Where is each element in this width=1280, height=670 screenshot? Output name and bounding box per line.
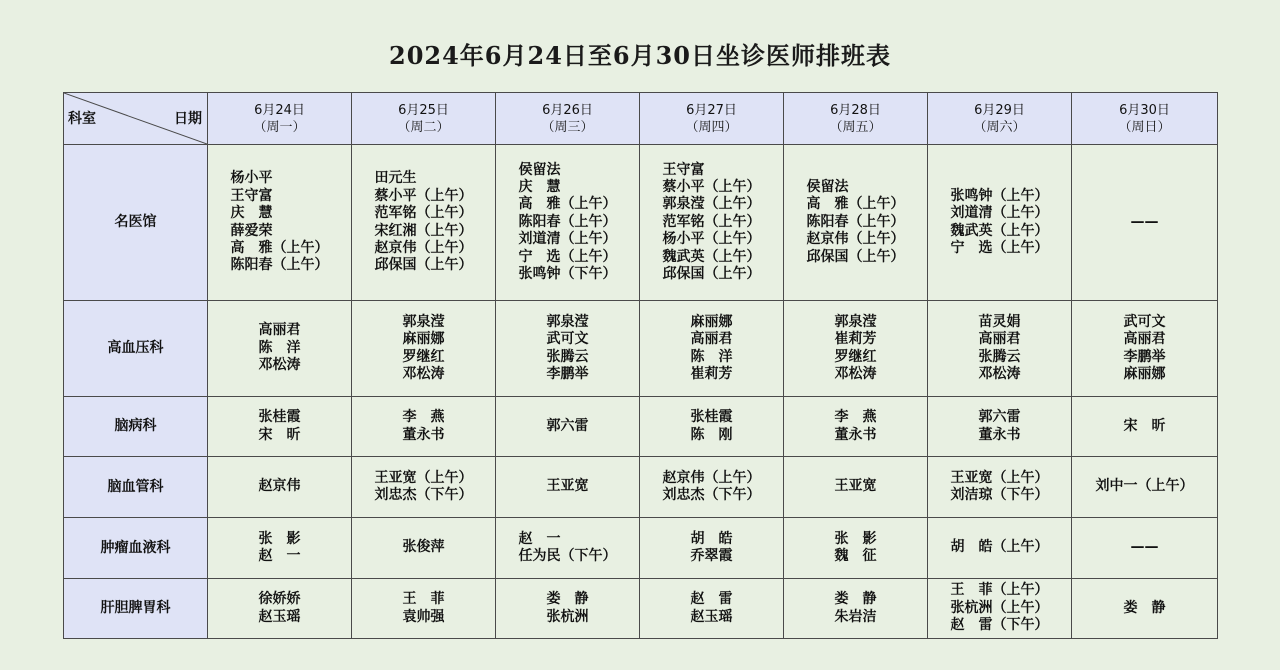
doctor-entry: 侯留法 bbox=[518, 161, 561, 178]
doctor-entry: 张桂霞 bbox=[690, 409, 733, 426]
doctor-entry: 郭泉滢（上午） bbox=[662, 196, 761, 213]
department-name-cell: 脑病科 bbox=[64, 397, 208, 457]
doctor-list bbox=[519, 531, 617, 566]
doctor-entry: 刘洁琼（下午） bbox=[950, 487, 1049, 503]
department-row bbox=[64, 518, 1218, 579]
doctor-entry: 魏武英（上午） bbox=[662, 248, 761, 265]
doctor-list bbox=[951, 539, 1049, 556]
doctor-entry: 张桂霞 bbox=[258, 409, 301, 426]
doctor-entry: 王 菲 bbox=[402, 591, 445, 608]
doctor-entry: 张 影 bbox=[834, 530, 877, 547]
doctor-entry: 乔翠霞 bbox=[690, 548, 733, 564]
doctor-entry: 刘道清（上午） bbox=[950, 205, 1049, 222]
doctor-entry: 陈阳春（上午） bbox=[230, 257, 329, 274]
doctor-entry: 张 影 bbox=[258, 530, 301, 547]
doctor-entry: 陈 洋 bbox=[258, 339, 301, 356]
doctor-entry: 高丽君 bbox=[978, 331, 1021, 348]
day-header-cell bbox=[208, 93, 352, 145]
doctor-entry: 罗继红 bbox=[402, 348, 445, 365]
doctor-entry: 蔡小平（上午） bbox=[374, 187, 473, 204]
schedule-cell bbox=[928, 518, 1072, 579]
doctor-list bbox=[1124, 600, 1166, 617]
schedule-cell bbox=[352, 301, 496, 397]
doctor-list bbox=[951, 582, 1049, 634]
schedule-cell bbox=[1072, 397, 1218, 457]
day-weekday-label: （周三） bbox=[541, 119, 594, 135]
day-date-label: 6月26日 bbox=[542, 102, 593, 118]
doctor-list bbox=[403, 409, 445, 444]
doctor-entry: 陈阳春（上午） bbox=[518, 213, 617, 230]
doctor-entry: 娄 静 bbox=[1123, 599, 1166, 616]
doctor-entry: 王亚宽（上午） bbox=[950, 469, 1049, 486]
day-header-cell bbox=[640, 93, 784, 145]
doctor-list bbox=[403, 314, 445, 384]
schedule-cell bbox=[1072, 579, 1218, 639]
department-row bbox=[64, 145, 1218, 301]
doctor-entry: 娄 静 bbox=[834, 591, 877, 608]
schedule-cell bbox=[352, 397, 496, 457]
schedule-cell bbox=[1072, 301, 1218, 397]
doctor-entry: —— bbox=[1130, 539, 1159, 556]
schedule-cell bbox=[928, 145, 1072, 301]
schedule-cell bbox=[496, 579, 640, 639]
doctor-entry: 庆 慧 bbox=[230, 205, 273, 222]
doctor-list bbox=[663, 162, 761, 284]
schedule-cell bbox=[928, 397, 1072, 457]
doctor-entry: 陈 洋 bbox=[690, 348, 733, 365]
doctor-entry: 赵京伟（上午） bbox=[374, 239, 473, 256]
doctor-entry: 张腾云 bbox=[978, 348, 1021, 365]
doctor-entry: 郭泉滢 bbox=[546, 313, 589, 330]
schedule-cell bbox=[640, 301, 784, 397]
doctor-entry: 宁 选（上午） bbox=[518, 248, 617, 265]
doctor-entry: 王亚宽 bbox=[546, 478, 589, 495]
schedule-cell bbox=[496, 397, 640, 457]
department-name-cell: 脑血管科 bbox=[64, 457, 208, 518]
doctor-entry: 罗继红 bbox=[834, 348, 877, 365]
doctor-entry: 朱岩洁 bbox=[834, 608, 877, 625]
schedule-cell bbox=[784, 457, 928, 518]
doctor-entry: 邱保国（上午） bbox=[662, 266, 761, 283]
doctor-entry: 郭泉滢 bbox=[834, 313, 877, 330]
doctor-entry: 苗灵娟 bbox=[978, 313, 1021, 330]
doctor-list bbox=[1124, 314, 1166, 384]
doctor-entry: 王亚宽（上午） bbox=[374, 469, 473, 486]
doctor-entry: 刘道清（上午） bbox=[518, 231, 617, 248]
department-row bbox=[64, 397, 1218, 457]
doctor-entry: 赵 雷（下午） bbox=[950, 617, 1049, 634]
schedule-cell bbox=[352, 579, 496, 639]
doctor-entry: 蔡小平（上午） bbox=[662, 178, 761, 195]
doctor-list bbox=[979, 409, 1021, 444]
doctor-entry: 刘忠杰（下午） bbox=[662, 487, 761, 503]
doctor-list bbox=[807, 179, 905, 266]
doctor-entry: 高丽君 bbox=[1123, 331, 1166, 348]
doctor-entry: 高 雅（上午） bbox=[518, 196, 617, 213]
doctor-list bbox=[1096, 478, 1194, 495]
doctor-entry: 邓松涛 bbox=[978, 365, 1021, 382]
doctor-entry: 宁 选（上午） bbox=[950, 239, 1049, 256]
doctor-list bbox=[259, 591, 301, 626]
doctor-entry: 赵 一 bbox=[518, 530, 561, 547]
doctor-entry: 袁帅强 bbox=[402, 608, 445, 625]
corner-dept-label: 科室 bbox=[68, 111, 96, 127]
day-header-cell bbox=[928, 93, 1072, 145]
doctor-entry: 郭六雷 bbox=[978, 409, 1021, 426]
doctor-entry: 刘中一（上午） bbox=[1095, 478, 1194, 495]
corner-header-cell bbox=[64, 93, 208, 145]
schedule-cell bbox=[496, 301, 640, 397]
doctor-list bbox=[259, 322, 301, 374]
doctor-entry: 董永书 bbox=[834, 426, 877, 443]
doctor-list bbox=[375, 470, 473, 505]
doctor-entry: 张腾云 bbox=[546, 348, 589, 365]
doctor-list bbox=[519, 162, 617, 284]
schedule-cell bbox=[208, 301, 352, 397]
doctor-entry: 李 燕 bbox=[834, 409, 877, 426]
schedule-cell bbox=[1072, 457, 1218, 518]
doctor-list bbox=[979, 314, 1021, 384]
doctor-entry: 胡 皓 bbox=[690, 530, 733, 547]
doctor-list bbox=[951, 188, 1049, 258]
doctor-entry: 田元生 bbox=[374, 170, 417, 187]
department-row bbox=[64, 457, 1218, 518]
doctor-entry: 王亚宽 bbox=[834, 478, 877, 495]
doctor-entry: 宋红湘（上午） bbox=[374, 222, 473, 239]
day-date-label: 6月24日 bbox=[254, 102, 305, 118]
corner-date-label: 日期 bbox=[174, 111, 202, 127]
doctor-list bbox=[547, 591, 589, 626]
doctor-entry: 魏 征 bbox=[834, 548, 877, 564]
doctor-entry: 杨小平（上午） bbox=[662, 231, 761, 248]
doctor-entry: 郭六雷 bbox=[546, 417, 589, 434]
schedule-title: 2024年6月24日至6月30日坐诊医师排班表 bbox=[389, 41, 891, 70]
doctor-list bbox=[691, 531, 733, 566]
schedule-cell bbox=[784, 397, 928, 457]
doctor-entry: 赵京伟（上午） bbox=[806, 231, 905, 248]
doctor-entry: 徐娇娇 bbox=[258, 591, 301, 608]
doctor-entry: 麻丽娜 bbox=[690, 313, 733, 330]
day-weekday-label: （周六） bbox=[973, 119, 1026, 135]
doctor-entry: 崔莉芳 bbox=[834, 331, 877, 348]
schedule-cell bbox=[496, 518, 640, 579]
department-name-cell: 名医馆 bbox=[64, 145, 208, 301]
doctor-entry: 赵 一 bbox=[258, 548, 301, 564]
schedule-cell bbox=[928, 301, 1072, 397]
doctor-entry: 邓松涛 bbox=[402, 365, 445, 382]
doctor-entry: 高丽君 bbox=[690, 331, 733, 348]
doctor-entry: 宋 昕 bbox=[258, 426, 301, 443]
doctor-entry: 邓松涛 bbox=[258, 357, 301, 374]
schedule-cell bbox=[352, 518, 496, 579]
doctor-entry: 赵 雷 bbox=[690, 591, 733, 608]
doctor-entry: 邱保国（上午） bbox=[806, 248, 905, 265]
doctor-entry: 高 雅（上午） bbox=[806, 196, 905, 213]
day-header-cell bbox=[352, 93, 496, 145]
schedule-cell bbox=[352, 145, 496, 301]
doctor-entry: 张鸣钟（上午） bbox=[950, 187, 1049, 204]
day-date-label: 6月29日 bbox=[974, 102, 1025, 118]
doctor-list bbox=[547, 314, 589, 384]
doctor-entry: 武可文 bbox=[546, 331, 589, 348]
doctor-list bbox=[259, 531, 301, 566]
doctor-list bbox=[835, 591, 877, 626]
doctor-entry: 麻丽娜 bbox=[402, 331, 445, 348]
doctor-entry: 杨小平 bbox=[230, 170, 273, 187]
doctor-entry: 魏武英（上午） bbox=[950, 222, 1049, 239]
doctor-entry: 邱保国（上午） bbox=[374, 257, 473, 274]
doctor-list bbox=[547, 418, 589, 435]
schedule-cell bbox=[1072, 145, 1218, 301]
schedule-cell bbox=[928, 579, 1072, 639]
day-date-label: 6月28日 bbox=[830, 102, 881, 118]
doctor-entry: 陈阳春（上午） bbox=[806, 213, 905, 230]
doctor-entry: 范军铭（上午） bbox=[662, 213, 761, 230]
day-date-label: 6月30日 bbox=[1119, 102, 1170, 118]
doctor-list bbox=[835, 409, 877, 444]
doctor-list bbox=[403, 539, 445, 556]
day-date-label: 6月27日 bbox=[686, 102, 737, 118]
doctor-entry: 侯留法 bbox=[806, 178, 849, 195]
doctor-entry: 董永书 bbox=[402, 426, 445, 443]
schedule-cell bbox=[208, 579, 352, 639]
schedule-table bbox=[63, 92, 1218, 639]
day-date-label: 6月25日 bbox=[398, 102, 449, 118]
doctor-entry: 赵京伟（上午） bbox=[662, 469, 761, 486]
doctor-entry: 董永书 bbox=[978, 426, 1021, 443]
doctor-entry: 王守富 bbox=[662, 161, 705, 178]
day-header-cell bbox=[784, 93, 928, 145]
doctor-list bbox=[1131, 214, 1159, 231]
schedule-cell bbox=[640, 145, 784, 301]
department-row bbox=[64, 301, 1218, 397]
schedule-cell bbox=[640, 397, 784, 457]
schedule-cell bbox=[208, 518, 352, 579]
doctor-list bbox=[835, 314, 877, 384]
doctor-list bbox=[835, 531, 877, 566]
doctor-entry: 高 雅（上午） bbox=[230, 239, 329, 256]
doctor-list bbox=[691, 591, 733, 626]
schedule-cell bbox=[640, 518, 784, 579]
day-weekday-label: （周一） bbox=[253, 119, 306, 135]
doctor-list bbox=[547, 478, 589, 495]
doctor-entry: 赵玉瑶 bbox=[690, 608, 733, 625]
doctor-entry: 娄 静 bbox=[546, 591, 589, 608]
doctor-list bbox=[1124, 418, 1166, 435]
schedule-cell bbox=[640, 457, 784, 518]
doctor-entry: 赵京伟 bbox=[258, 478, 301, 495]
doctor-entry: 赵玉瑶 bbox=[258, 608, 301, 625]
schedule-cell bbox=[784, 579, 928, 639]
doctor-list bbox=[231, 170, 329, 274]
doctor-entry: 王守富 bbox=[230, 187, 273, 204]
doctor-entry: —— bbox=[1130, 213, 1159, 230]
doctor-list bbox=[951, 470, 1049, 505]
header-row bbox=[64, 93, 1218, 145]
department-name-cell: 肿瘤血液科 bbox=[64, 518, 208, 579]
doctor-list bbox=[259, 409, 301, 444]
doctor-entry: 宋 昕 bbox=[1123, 417, 1166, 434]
doctor-list bbox=[375, 170, 473, 274]
day-weekday-label: （周四） bbox=[685, 119, 738, 135]
doctor-entry: 武可文 bbox=[1123, 313, 1166, 330]
day-header-cell bbox=[496, 93, 640, 145]
doctor-entry: 崔莉芳 bbox=[690, 365, 733, 382]
doctor-entry: 邓松涛 bbox=[834, 365, 877, 382]
doctor-list bbox=[259, 478, 301, 495]
doctor-entry: 张杭洲（上午） bbox=[950, 599, 1049, 616]
schedule-cell bbox=[352, 457, 496, 518]
schedule-cell bbox=[640, 579, 784, 639]
schedule-cell bbox=[928, 457, 1072, 518]
schedule-cell bbox=[784, 301, 928, 397]
doctor-entry: 胡 皓（上午） bbox=[950, 539, 1049, 556]
doctor-list bbox=[663, 470, 761, 505]
day-weekday-label: （周五） bbox=[829, 119, 882, 135]
schedule-cell bbox=[208, 397, 352, 457]
doctor-entry: 郭泉滢 bbox=[402, 313, 445, 330]
day-weekday-label: （周日） bbox=[1118, 119, 1171, 135]
department-name-cell: 肝胆脾胃科 bbox=[64, 579, 208, 639]
doctor-entry: 李鹏举 bbox=[546, 365, 589, 382]
doctor-entry: 任为民（下午） bbox=[518, 548, 617, 564]
department-row bbox=[64, 579, 1218, 639]
doctor-list bbox=[835, 478, 877, 495]
doctor-entry: 高丽君 bbox=[258, 322, 301, 339]
doctor-list bbox=[691, 409, 733, 444]
doctor-entry: 庆 慧 bbox=[518, 178, 561, 195]
doctor-entry: 薛爱荣 bbox=[230, 222, 273, 239]
doctor-entry: 李鹏举 bbox=[1123, 348, 1166, 365]
schedule-cell bbox=[784, 518, 928, 579]
doctor-entry: 麻丽娜 bbox=[1123, 365, 1166, 382]
schedule-cell bbox=[208, 145, 352, 301]
doctor-entry: 李 燕 bbox=[402, 409, 445, 426]
day-header-cell bbox=[1072, 93, 1218, 145]
doctor-entry: 刘忠杰（下午） bbox=[374, 487, 473, 503]
doctor-entry: 张俊萍 bbox=[402, 539, 445, 556]
schedule-cell bbox=[496, 145, 640, 301]
doctor-list bbox=[691, 314, 733, 384]
day-weekday-label: （周二） bbox=[397, 119, 450, 135]
department-name-cell: 高血压科 bbox=[64, 301, 208, 397]
schedule-cell bbox=[784, 145, 928, 301]
doctor-list bbox=[1131, 539, 1159, 556]
doctor-entry: 张鸣钟（下午） bbox=[518, 266, 617, 283]
schedule-cell bbox=[496, 457, 640, 518]
schedule-cell bbox=[1072, 518, 1218, 579]
doctor-entry: 范军铭（上午） bbox=[374, 205, 473, 222]
schedule-cell bbox=[208, 457, 352, 518]
doctor-entry: 王 菲（上午） bbox=[950, 582, 1049, 599]
doctor-entry: 陈 刚 bbox=[690, 426, 733, 443]
doctor-entry: 张杭洲 bbox=[546, 608, 589, 625]
doctor-list bbox=[403, 591, 445, 626]
